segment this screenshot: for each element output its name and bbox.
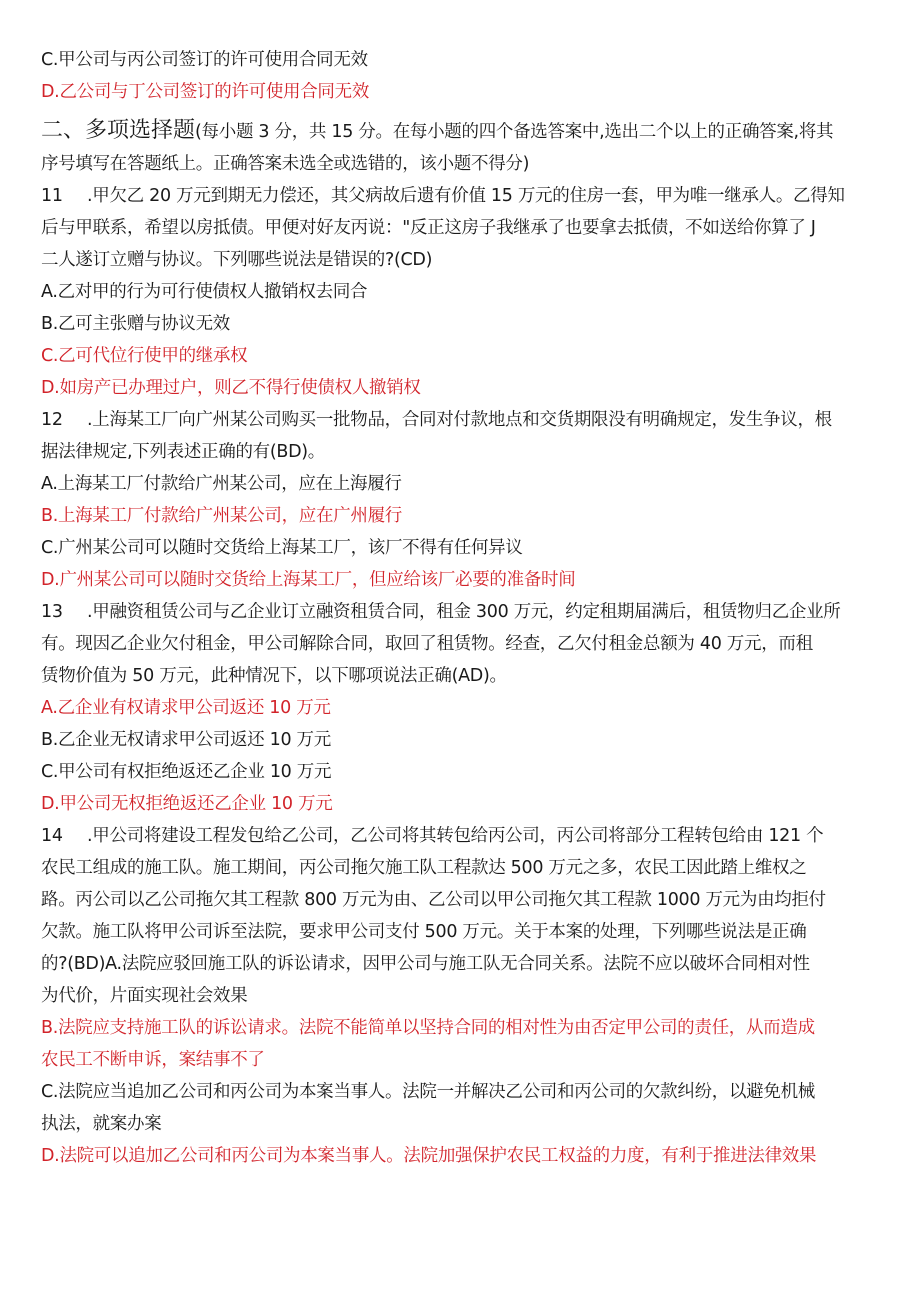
option-a: A.乙对甲的行为可行使债权人撤销权去同合 bbox=[41, 282, 368, 302]
question-number: 11 bbox=[41, 186, 63, 206]
option-a-answer: A.乙企业有权请求甲公司返还 10 万元 bbox=[41, 698, 331, 718]
option-d-answer: D.甲公司无权拒绝返还乙企业 10 万元 bbox=[41, 794, 333, 814]
option-c-cont: 执法，就案办案 bbox=[41, 1114, 162, 1134]
question-11-line bbox=[41, 180, 883, 212]
document-page bbox=[41, 44, 883, 1172]
option-c: C.广州某公司可以随时交货给上海某工厂，该厂不得有任何异议 bbox=[41, 538, 523, 558]
question-number: 13 bbox=[41, 602, 63, 622]
option-c-answer: C.乙可代位行使甲的继承权 bbox=[41, 346, 248, 366]
section-instructions: (每小题 3 分，共 15 分。在每小题的四个备选答案中,选出二个以上的正确答案,将其 bbox=[195, 122, 834, 142]
option-b-answer-cont: 农民工不断申诉，案结事不了 bbox=[41, 1050, 265, 1070]
question-12-line bbox=[41, 404, 883, 436]
question-text-line: 后与甲联系，希望以房抵债。甲便对好友丙说："反正这房子我继承了也要拿去抵债，不如送给你算了 J bbox=[41, 218, 816, 238]
question-14-line bbox=[41, 820, 883, 852]
option-d-answer: D.如房产已办理过户，则乙不得行使债权人撤销权 bbox=[41, 378, 421, 398]
question-number: 12 bbox=[41, 410, 63, 430]
option-c-line: C.甲公司与丙公司签订的许可使用合同无效 bbox=[41, 50, 368, 70]
question-text-line: 农民工组成的施工队。施工期间，丙公司拖欠施工队工程款达 500 万元之多，农民工因此踏上维权之 bbox=[41, 858, 807, 878]
question-text-line: 二人遂订立赠与协议。下列哪些说法是错误的?(CD) bbox=[41, 250, 433, 270]
option-b-answer: B.法院应支持施工队的诉讼请求。法院不能简单以坚持合同的相对性为由否定甲公司的责任，从而造成 bbox=[41, 1018, 815, 1038]
question-text-line: 路。丙公司以乙公司拖欠其工程款 800 万元为由、乙公司以甲公司拖欠其工程款 1000 万元为由均拒付 bbox=[41, 890, 826, 910]
option-c: C.甲公司有权拒绝返还乙企业 10 万元 bbox=[41, 762, 332, 782]
question-number: 14 bbox=[41, 826, 63, 846]
question-text: .甲融资租赁公司与乙企业订立融资租赁合同，租金 300 万元，约定租期届满后，租赁物归乙企业所 bbox=[87, 602, 841, 622]
option-d-answer: D.法院可以追加乙公司和丙公司为本案当事人。法院加强保护农民工权益的力度，有利于推进法律效果 bbox=[41, 1146, 817, 1166]
option-d-answer-line: D.乙公司与丁公司签订的许可使用合同无效 bbox=[41, 82, 370, 102]
question-text: .甲欠乙 20 万元到期无力偿还，其父病故后遗有价值 15 万元的住房一套，甲为唯一继承人。乙得知 bbox=[87, 186, 845, 206]
question-text-line: 赁物价值为 50 万元，此种情况下，以下哪项说法正确(AD)。 bbox=[41, 666, 507, 686]
question-text: .上海某工厂向广州某公司购买一批物品，合同对付款地点和交货期限没有明确规定，发生争议，根 bbox=[87, 410, 832, 430]
question-text-line: 据法律规定,下列表述正确的有(BD)。 bbox=[41, 442, 325, 462]
option-c: C.法院应当追加乙公司和丙公司为本案当事人。法院一并解决乙公司和丙公司的欠款纠纷，以避免机械 bbox=[41, 1082, 815, 1102]
section-heading bbox=[41, 114, 883, 148]
question-text-line: 有。现因乙企业欠付租金，甲公司解除合同，取回了租赁物。经查，乙欠付租金总额为 40 万元，而租 bbox=[41, 634, 813, 654]
option-b: B.乙可主张赠与协议无效 bbox=[41, 314, 230, 334]
question-13-line bbox=[41, 596, 883, 628]
section-instructions-cont: 序号填写在答题纸上。正确答案未选全或选错的，该小题不得分) bbox=[41, 154, 530, 174]
option-b-answer: B.上海某工厂付款给广州某公司，应在广州履行 bbox=[41, 506, 402, 526]
option-d-answer: D.广州某公司可以随时交货给上海某工厂，但应给该厂必要的准备时间 bbox=[41, 570, 576, 590]
section-title: 二、多项选择题 bbox=[41, 118, 196, 143]
question-text: .甲公司将建设工程发包给乙公司，乙公司将其转包给丙公司，丙公司将部分工程转包给由 121 个 bbox=[87, 826, 824, 846]
question-text-line: 的?(BD)A.法院应驳回施工队的诉讼请求，因甲公司与施工队无合同关系。法院不应以破坏合同相对性 bbox=[41, 954, 810, 974]
question-text-line: 欠款。施工队将甲公司诉至法院，要求甲公司支付 500 万元。关于本案的处理，下列哪些说法是正确 bbox=[41, 922, 807, 942]
question-text-line: 为代价，片面实现社会效果 bbox=[41, 986, 248, 1006]
option-a: A.上海某工厂付款给广州某公司，应在上海履行 bbox=[41, 474, 402, 494]
option-b: B.乙企业无权请求甲公司返还 10 万元 bbox=[41, 730, 331, 750]
